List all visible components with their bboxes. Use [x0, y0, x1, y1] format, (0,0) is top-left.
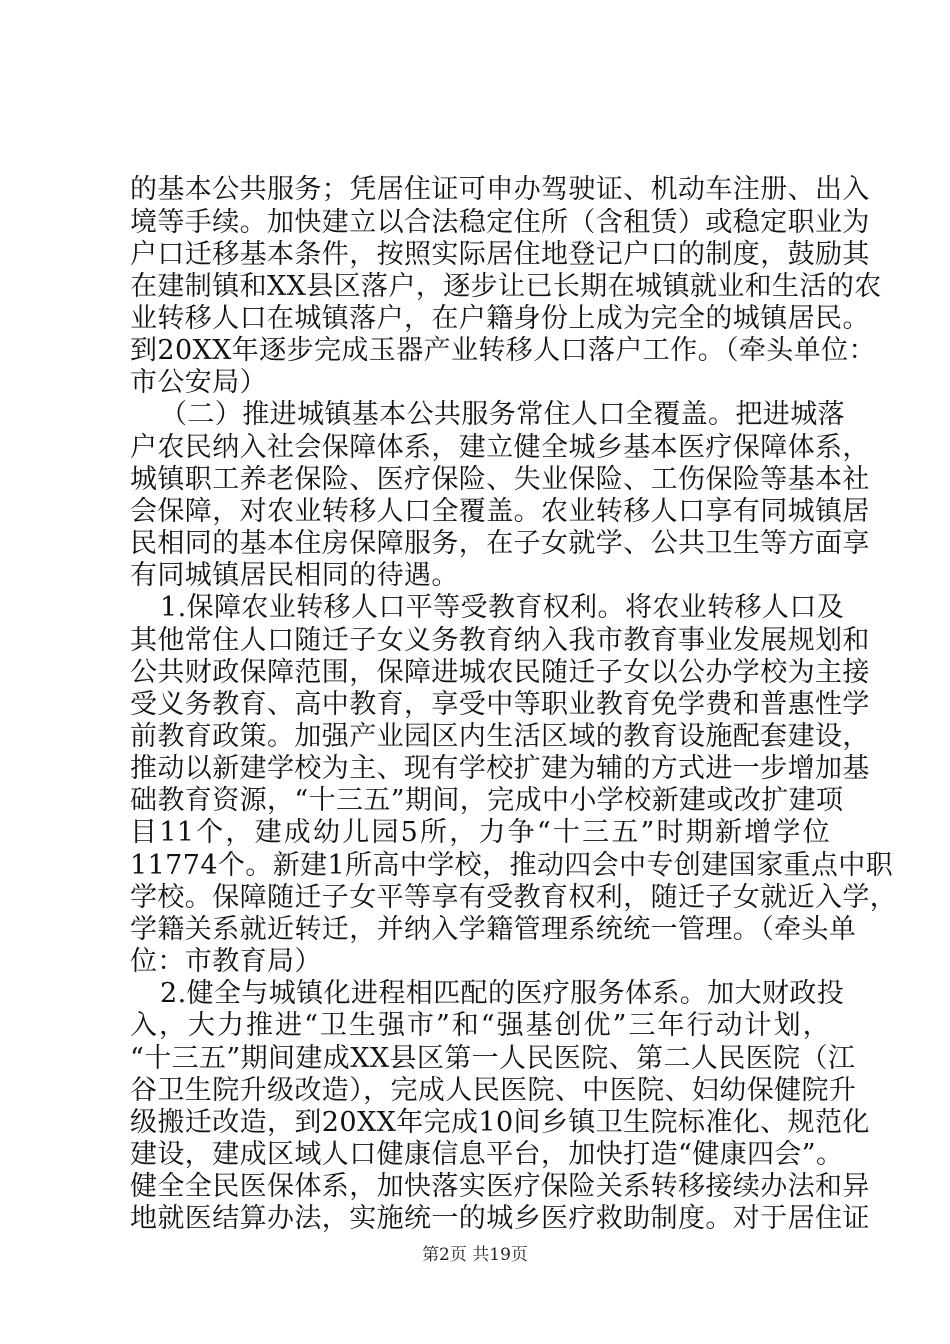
body-line: 健全全民医保体系，加快落实医疗保险关系转移接续办法和异 — [130, 1171, 870, 1202]
body-line: 位：市教育局） — [130, 946, 322, 977]
body-line: 前教育政策。加强产业园区内生活区域的教育设施配套建设， — [130, 721, 870, 752]
body-line: 户口迁移基本条件，按照实际居住地登记户口的制度，鼓励其 — [130, 239, 870, 270]
body-line: 业转移人口在城镇落户，在户籍身份上成为完全的城镇居民。 — [130, 303, 870, 334]
body-line: 会保障，对农业转移人口全覆盖。农业转移人口享有同城镇居 — [130, 496, 870, 527]
page-number-footer: 第2页 共19页 — [422, 1245, 528, 1265]
body-line: 民相同的基本住房保障服务，在子女就学、公共卫生等方面享 — [130, 528, 870, 559]
body-line: 受义务教育、高中教育，享受中等职业教育免学费和普惠性学 — [130, 689, 870, 720]
body-line: 境等手续。加快建立以合法稳定住所（含租赁）或稳定职业为 — [130, 207, 870, 238]
body-line: 入，大力推进“卫生强市”和“强基创优”三年行动计划， — [130, 1010, 830, 1041]
section-heading-line: （二）推进城镇基本公共服务常住人口全覆盖。把进城落 — [160, 399, 845, 430]
body-line: 市公安局） — [130, 367, 267, 398]
body-line: 有同城镇居民相同的待遇。 — [130, 560, 459, 591]
body-line: 学校。保障随迁子女平等享有受教育权利，随迁子女就近入学， — [130, 882, 898, 913]
body-line: 的基本公共服务；凭居住证可申办驾驶证、机动车注册、出入 — [130, 174, 870, 205]
body-line: 11774个。新建1所高中学校，推动四会中专创建国家重点中职 — [130, 850, 894, 881]
body-line: 建设，建成区域人口健康信息平台，加快打造“健康四会”。 — [130, 1139, 844, 1170]
body-line: “十三五”期间建成XX县区第一人民医院、第二人民医院（江 — [130, 1043, 856, 1074]
body-line: 学籍关系就近转迁，并纳入学籍管理系统统一管理。（牵头单 — [130, 914, 857, 945]
body-line: 城镇职工养老保险、医疗保险、失业保险、工伤保险等基本社 — [130, 464, 870, 495]
body-line: 地就医结算办法，实施统一的城乡医疗救助制度。对于居住证 — [130, 1203, 870, 1234]
body-line: 户农民纳入社会保障体系，建立健全城乡基本医疗保障体系， — [130, 432, 870, 463]
body-line: 推动以新建学校为主、现有学校扩建为辅的方式进一步增加基 — [130, 753, 870, 784]
body-line: 础教育资源，“十三五”期间，完成中小学校新建或改扩建项 — [130, 785, 844, 816]
body-line: 在建制镇和XX县区落户，逐步让已长期在城镇就业和生活的农 — [130, 271, 882, 302]
item-heading-line: 2.健全与城镇化进程相匹配的医疗服务体系。加大财政投 — [160, 978, 845, 1009]
body-line: 公共财政保障范围，保障进城农民随迁子女以公办学校为主接 — [130, 657, 870, 688]
body-line: 目11个，建成幼儿园5所，力争“十三五”时期新增学位 — [130, 817, 830, 848]
item-heading-line: 1.保障农业转移人口平等受教育权利。将农业转移人口及 — [160, 592, 845, 623]
body-line: 谷卫生院升级改造），完成人民医院、中医院、妇幼保健院升 — [130, 1075, 857, 1106]
body-line: 级搬迁改造，到20XX年完成10间乡镇卫生院标准化、规范化 — [130, 1107, 870, 1138]
body-line: 其他常住人口随迁子女义务教育纳入我市教育事业发展规划和 — [130, 625, 870, 656]
body-line: 到20XX年逐步完成玉器产业转移人口落户工作。（牵头单位： — [130, 335, 876, 366]
